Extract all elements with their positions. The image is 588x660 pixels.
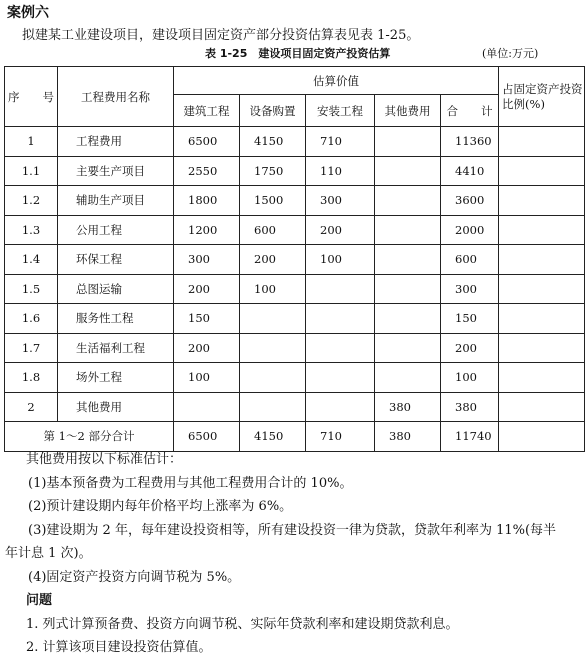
value-cell: 380 — [441, 392, 499, 422]
name-cell: 服务性工程 — [58, 304, 174, 334]
notes-lead: 其他费用按以下标准估计： — [26, 452, 183, 467]
header-building: 建筑工程 — [174, 95, 240, 127]
value-cell — [375, 186, 441, 216]
value-cell: 300 — [174, 245, 240, 275]
value-cell: 710 — [306, 127, 375, 157]
seq-cell: 1.8 — [5, 363, 58, 393]
value-cell — [375, 215, 441, 245]
seq-cell: 1.2 — [5, 186, 58, 216]
value-cell: 4150 — [240, 127, 306, 157]
value-cell — [375, 156, 441, 186]
value-cell: 110 — [306, 156, 375, 186]
header-equipment: 设备购置 — [240, 95, 306, 127]
question-item: 2. 计算该项目建设投资估算值。 — [26, 640, 212, 655]
ratio-cell — [499, 215, 585, 245]
table-row — [5, 245, 585, 275]
value-cell: 300 — [441, 274, 499, 304]
value-cell: 150 — [174, 304, 240, 334]
ratio-cell — [499, 156, 585, 186]
value-cell — [375, 127, 441, 157]
note-item: (2)预计建设期内每年价格平均上涨率为 6%。 — [28, 499, 293, 514]
table-row — [5, 127, 585, 157]
seq-cell: 2 — [5, 392, 58, 422]
value-cell: 200 — [441, 333, 499, 363]
value-cell — [240, 392, 306, 422]
value-cell: 6500 — [174, 422, 240, 452]
question-item: 1. 列式计算预备费、投资方向调节税、实际年贷款利率和建设期贷款利息。 — [26, 616, 459, 632]
ratio-cell — [499, 245, 585, 275]
value-cell: 1800 — [174, 186, 240, 216]
header-installation: 安装工程 — [306, 95, 375, 127]
table-row — [5, 215, 585, 245]
value-cell — [240, 333, 306, 363]
value-cell: 200 — [306, 215, 375, 245]
value-cell — [306, 304, 375, 334]
value-cell: 1200 — [174, 215, 240, 245]
table-row — [5, 186, 585, 216]
header-ratio: 占固定资产投资比例(%) — [499, 67, 585, 127]
value-cell — [174, 392, 240, 422]
table-row — [5, 392, 585, 422]
value-cell: 6500 — [174, 127, 240, 157]
table-row — [5, 333, 585, 363]
name-cell: 辅助生产项目 — [58, 186, 174, 216]
name-cell: 其他费用 — [58, 392, 174, 422]
seq-cell: 1.1 — [5, 156, 58, 186]
ratio-cell — [499, 274, 585, 304]
table-row — [5, 363, 585, 393]
value-cell: 200 — [174, 274, 240, 304]
value-cell — [306, 363, 375, 393]
value-cell: 100 — [441, 363, 499, 393]
name-cell: 工程费用 — [58, 127, 174, 157]
value-cell: 1500 — [240, 186, 306, 216]
case-title: 案例六 — [7, 5, 49, 21]
question-heading: 问题 — [26, 593, 53, 608]
value-cell: 150 — [441, 304, 499, 334]
intro-text: 拟建某工业建设项目，建设项目固定资产部分投资估算表见表 1-25。 — [22, 28, 420, 43]
value-cell — [375, 245, 441, 275]
value-cell: 11360 — [441, 127, 499, 157]
total-label-cell: 第 1～2 部分合计 — [5, 422, 174, 452]
table-unit: (单位:万元) — [482, 47, 539, 60]
name-cell: 公用工程 — [58, 215, 174, 245]
value-cell: 2000 — [441, 215, 499, 245]
value-cell: 600 — [240, 215, 306, 245]
value-cell: 380 — [375, 392, 441, 422]
seq-cell: 1.6 — [5, 304, 58, 334]
header-name: 工程费用名称 — [58, 67, 174, 127]
name-cell: 场外工程 — [58, 363, 174, 393]
value-cell: 300 — [306, 186, 375, 216]
value-cell: 200 — [174, 333, 240, 363]
table-caption: 表 1-25 建设项目固定资产投资估算 — [205, 47, 391, 60]
investment-table — [4, 66, 585, 452]
seq-cell: 1.5 — [5, 274, 58, 304]
name-cell: 生活福利工程 — [58, 333, 174, 363]
value-cell: 2550 — [174, 156, 240, 186]
value-cell — [375, 363, 441, 393]
ratio-cell — [499, 333, 585, 363]
seq-cell: 1.7 — [5, 333, 58, 363]
value-cell: 4150 — [240, 422, 306, 452]
table-row — [5, 304, 585, 334]
value-cell — [375, 304, 441, 334]
name-cell: 主要生产项目 — [58, 156, 174, 186]
name-cell: 环保工程 — [58, 245, 174, 275]
value-cell — [240, 363, 306, 393]
value-cell: 100 — [174, 363, 240, 393]
seq-cell: 1.4 — [5, 245, 58, 275]
note-item: (1)基本预备费为工程费用与其他工程费用合计的 10%。 — [28, 475, 353, 491]
ratio-cell — [499, 422, 585, 452]
ratio-cell — [499, 127, 585, 157]
notes-section — [5, 448, 582, 660]
value-cell: 200 — [240, 245, 306, 275]
ratio-cell — [499, 392, 585, 422]
table-row — [5, 156, 585, 186]
value-cell — [375, 274, 441, 304]
header-estimate: 估算价值 — [174, 67, 499, 95]
ratio-cell — [499, 186, 585, 216]
value-cell: 710 — [306, 422, 375, 452]
value-cell — [240, 304, 306, 334]
seq-cell: 1 — [5, 127, 58, 157]
header-total: 合 计 — [441, 95, 499, 127]
total-row — [5, 422, 585, 452]
note-item: (3)建设期为 2 年，每年建设投资相等，所有建设投资一律为贷款，贷款年利率为 11%(每半 — [28, 522, 557, 538]
value-cell: 11740 — [441, 422, 499, 452]
seq-cell: 1.3 — [5, 215, 58, 245]
note-item: (4)固定资产投资方向调节税为 5%。 — [28, 569, 241, 585]
value-cell: 380 — [375, 422, 441, 452]
value-cell: 1750 — [240, 156, 306, 186]
value-cell: 4410 — [441, 156, 499, 186]
value-cell — [306, 333, 375, 363]
value-cell: 3600 — [441, 186, 499, 216]
value-cell — [375, 333, 441, 363]
note-item-continuation: 年计息 1 次)。 — [5, 546, 92, 561]
table-row — [5, 274, 585, 304]
value-cell — [306, 274, 375, 304]
value-cell — [306, 392, 375, 422]
header-other: 其他费用 — [375, 95, 441, 127]
header-seq: 序 号 — [5, 67, 58, 127]
ratio-cell — [499, 304, 585, 334]
name-cell: 总图运输 — [58, 274, 174, 304]
value-cell: 100 — [306, 245, 375, 275]
value-cell: 100 — [240, 274, 306, 304]
ratio-cell — [499, 363, 585, 393]
value-cell: 600 — [441, 245, 499, 275]
header-row — [5, 67, 585, 95]
